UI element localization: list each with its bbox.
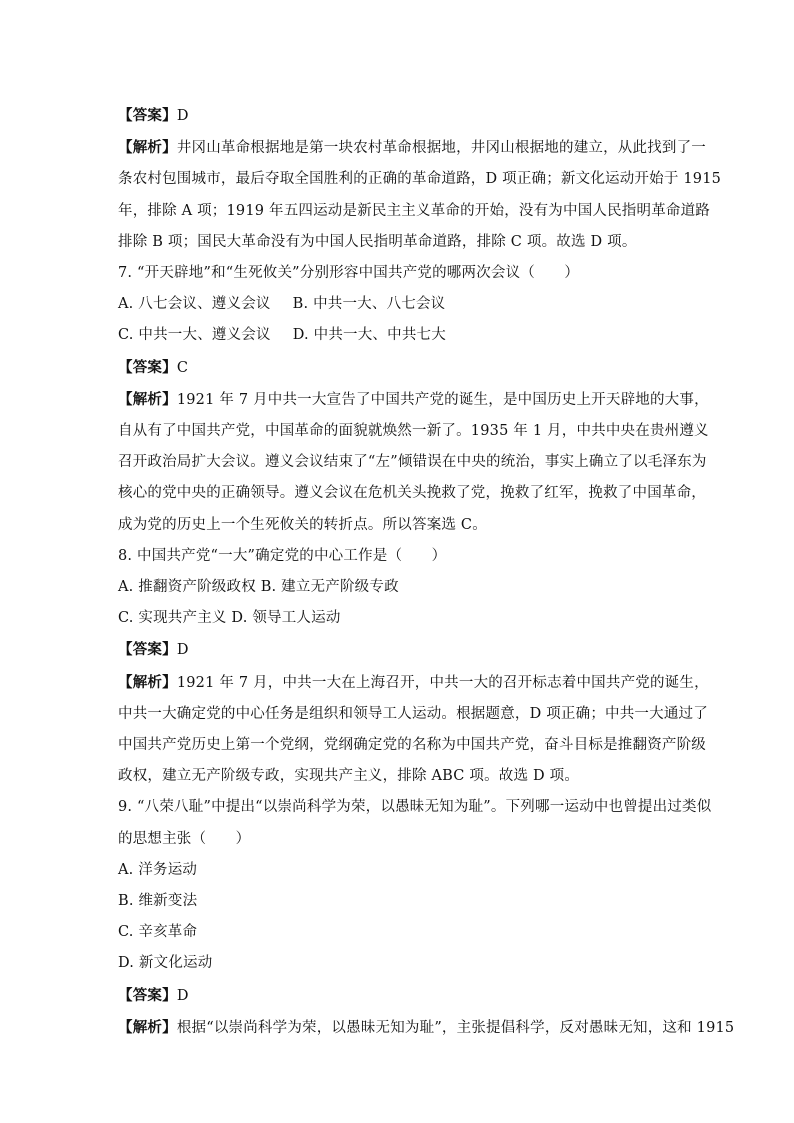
answer-tag: 【答案】 xyxy=(118,986,177,1004)
answer-line xyxy=(118,980,682,1012)
answer-value: D xyxy=(176,108,189,124)
answer-tag: 【答案】 xyxy=(118,358,177,376)
explanation-line: 中共一大确定党的中心任务是组织和领导工人运动。根据题意，D 项正确；中共一大通过了 xyxy=(118,705,708,722)
question-9-cont: 的思想主张（ ） xyxy=(118,830,251,847)
answer-tag: 【答案】 xyxy=(118,107,177,124)
option-b: B. 中共一大、八七会议 xyxy=(292,296,446,313)
option-c: C. 中共一大、遵义会议 xyxy=(118,327,271,344)
explanation-tag: 【解析】 xyxy=(118,1018,177,1036)
option-row xyxy=(118,320,682,351)
answer-line xyxy=(118,352,682,384)
option-row: A. 推翻资产阶级政权 B. 建立无产阶级专政 xyxy=(118,579,399,596)
option-d: D. 新文化运动 xyxy=(118,955,213,972)
explanation-line xyxy=(118,384,709,416)
option-b: B. 维新变法 xyxy=(118,893,198,910)
explanation-line: 条农村包围城市，最后夺取全国胜利的正确的革命道路，D 项正确；新文化运动开始于 1915 xyxy=(118,171,722,188)
explanation-text: 1921 年 7 月中共一大宣告了中国共产党的诞生，是中国历史上开天辟地的大事， xyxy=(176,391,709,408)
explanation-line: 年，排除 A 项；1919 年五四运动是新民主主义革命的开始，没有为中国人民指明革命道路 xyxy=(118,202,710,219)
explanation-tag: 【解析】 xyxy=(118,139,177,157)
answer-tag: 【答案】 xyxy=(118,641,177,659)
explanation-line: 召开政治局扩大会议。遵义会议结束了“左”倾错误在中央的统治，事实上确立了以毛泽东为 xyxy=(118,454,707,471)
explanation-line: 核心的党中央的正确领导。遵义会议在危机关头挽救了党，挽救了红军，挽救了中国革命， xyxy=(118,485,706,502)
question-7: 7. “开天辟地”和“生死攸关”分别形容中国共产党的哪两次会议（ ） xyxy=(118,265,580,282)
answer-value: D xyxy=(176,642,189,659)
explanation-line xyxy=(118,667,709,699)
explanation-line: 成为党的历史上一个生死攸关的转折点。所以答案选 C。 xyxy=(118,516,487,533)
explanation-text: 井冈山革命根据地是第一块农村革命根据地，井冈山根据地的建立，从此找到了一 xyxy=(176,140,707,157)
answer-value: D xyxy=(176,987,189,1004)
option-d: D. 中共一大、中共七大 xyxy=(292,327,446,344)
explanation-line: 自从有了中国共产党，中国革命的面貌就焕然一新了。1935 年 1 月，中共中央在贵州遵义 xyxy=(118,423,709,440)
option-a: A. 八七会议、遵义会议 xyxy=(118,296,271,313)
explanation-text: 根据“以崇尚科学为荣，以愚昧无知为耻”，主张提倡科学，反对愚昧无知，这和 1915 xyxy=(176,1019,735,1036)
explanation-text: 1921 年 7 月，中共一大在上海召开，中共一大的召开标志着中国共产党的诞生， xyxy=(176,674,709,691)
explanation-tag: 【解析】 xyxy=(118,673,177,691)
option-row: C. 实现共产主义 D. 领导工人运动 xyxy=(118,610,341,627)
question-9: 9. “八荣八耻”中提出“以崇尚科学为荣，以愚昧无知为耻”。下列哪一运动中也曾提出过类似 xyxy=(118,799,712,816)
answer-line xyxy=(118,634,682,666)
question-8: 8. 中国共产党“一大”确定党的中心工作是（ ） xyxy=(118,547,447,564)
option-row xyxy=(118,289,682,320)
answer-value: C xyxy=(176,359,189,376)
explanation-line: 政权，建立无产阶级专政，实现共产主义，排除 ABC 项。故选 D 项。 xyxy=(118,768,580,785)
explanation-line: 排除 B 项；国民大革命没有为中国人民指明革命道路，排除 C 项。故选 D 项。 xyxy=(118,233,637,250)
answer-line xyxy=(118,100,682,132)
option-a: A. 洋务运动 xyxy=(118,861,198,878)
explanation-line xyxy=(118,1012,735,1044)
explanation-tag: 【解析】 xyxy=(118,390,177,408)
option-c: C. 辛亥革命 xyxy=(118,924,198,941)
explanation-line xyxy=(118,132,707,164)
explanation-line: 中国共产党历史上第一个党纲，党纲确定党的名称为中国共产党，奋斗目标是推翻资产阶级 xyxy=(118,737,706,754)
